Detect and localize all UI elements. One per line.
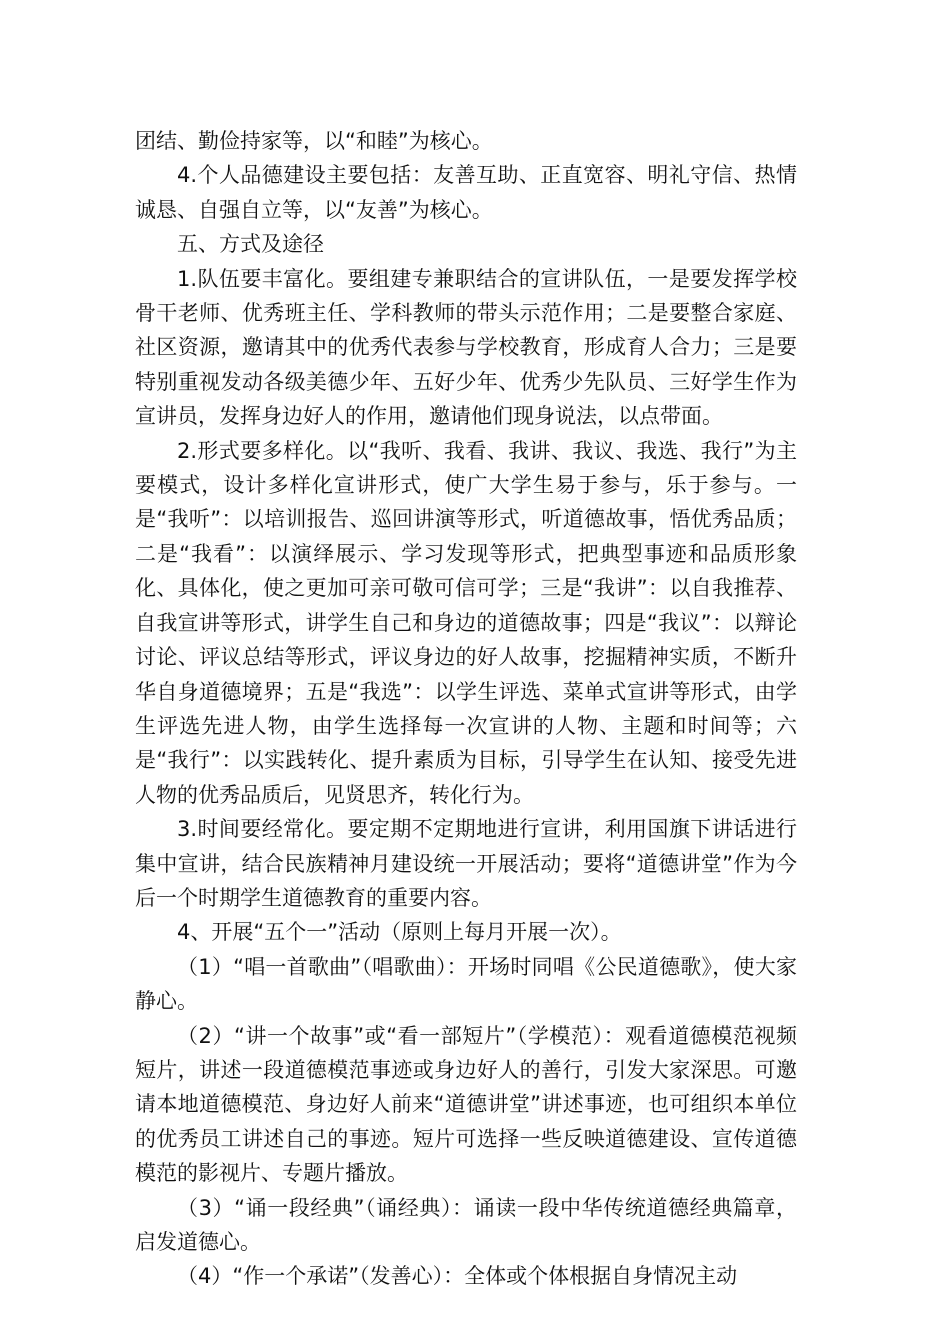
paragraph-activity-4: （4）“作一个承诺”（发善心）：全体或个体根据自身情况主动 [177, 1264, 738, 1289]
section-heading-methods: 五、方式及途径 [177, 232, 324, 257]
paragraph-personal-virtue: 4.个人品德建设主要包括：友善互助、正直宽容、明礼守信、热情诚恳、自强自立等，以“友善”为核心。 [135, 163, 797, 222]
document-body [135, 124, 797, 1294]
paragraph-activity-3: （3）“诵一段经典”（诵经典）：诵读一段中华传统道德经典篇章，启发道德心。 [135, 1195, 797, 1254]
paragraph-time: 3.时间要经常化。要定期不定期地进行宣讲，利用国旗下讲话进行集中宣讲，结合民族精神月建设统一开展活动；要将“道德讲堂”作为今后一个时期学生道德教育的重要内容。 [135, 817, 797, 910]
paragraph-activity-1: （1）“唱一首歌曲”（唱歌曲）：开场时同唱《公民道德歌》，使大家静心。 [135, 954, 797, 1014]
paragraph-forms: 2.形式要多样化。以“我听、我看、我讲、我议、我选、我行”为主要模式，设计多样化宣讲形式，使广大学生易于参与，乐于参与。一是“我听”：以培训报告、巡回讲演等形式，听道德故事，悟优秀品质；二是“我看”：以演绎展示、学习发现等形式，把典型事迹和品质形象化、具体化，使之更加可亲可敬可信可学；三是“我讲”：以自我推荐、自我宣讲等形式，讲学生自己和身边的道德故事；四是“我议”：以辩论讨论、评议总结等形式，评议身边的好人故事，挖掘精神实质，不断升华自身道德境界；五是“我选”：以学生评选、菜单式宣讲等形式，由学生评选先进人物，由学生选择每一次宣讲的人物、主题和时间等；六是“我行”：以实践转化、提升素质为目标，引导学生在认知、接受先进人物的优秀品质后，见贤思齐，转化行为。 [135, 438, 797, 807]
paragraph-team: 1.队伍要丰富化。要组建专兼职结合的宣讲队伍，一是要发挥学校骨干老师、优秀班主任、学科教师的带头示范作用；二是要整合家庭、社区资源，邀请其中的优秀代表参与学校教育，形成育人合力；三是要特别重视发动各级美德少年、五好少年、优秀少先队员、三好学生作为宣讲员，发挥身边好人的作用，邀请他们现身说法，以点带面。 [135, 266, 797, 429]
paragraph-family-virtue-end: 团结、勤俭持家等，以“和睦”为核心。 [135, 129, 493, 153]
paragraph-five-activities: 4、开展“五个一”活动（原则上每月开展一次）。 [177, 920, 622, 945]
paragraph-activity-2: （2）“讲一个故事”或“看一部短片”（学模范）：观看道德模范视频短片，讲述一段道德模范事迹或身边好人的善行，引发大家深思。可邀请本地道德模范、身边好人前来“道德讲堂”讲述事迹，也可组织本单位的优秀员工讲述自己的事迹。短片可选择一些反映道德建设、宣传道德模范的影视片、专题片播放。 [135, 1023, 797, 1186]
